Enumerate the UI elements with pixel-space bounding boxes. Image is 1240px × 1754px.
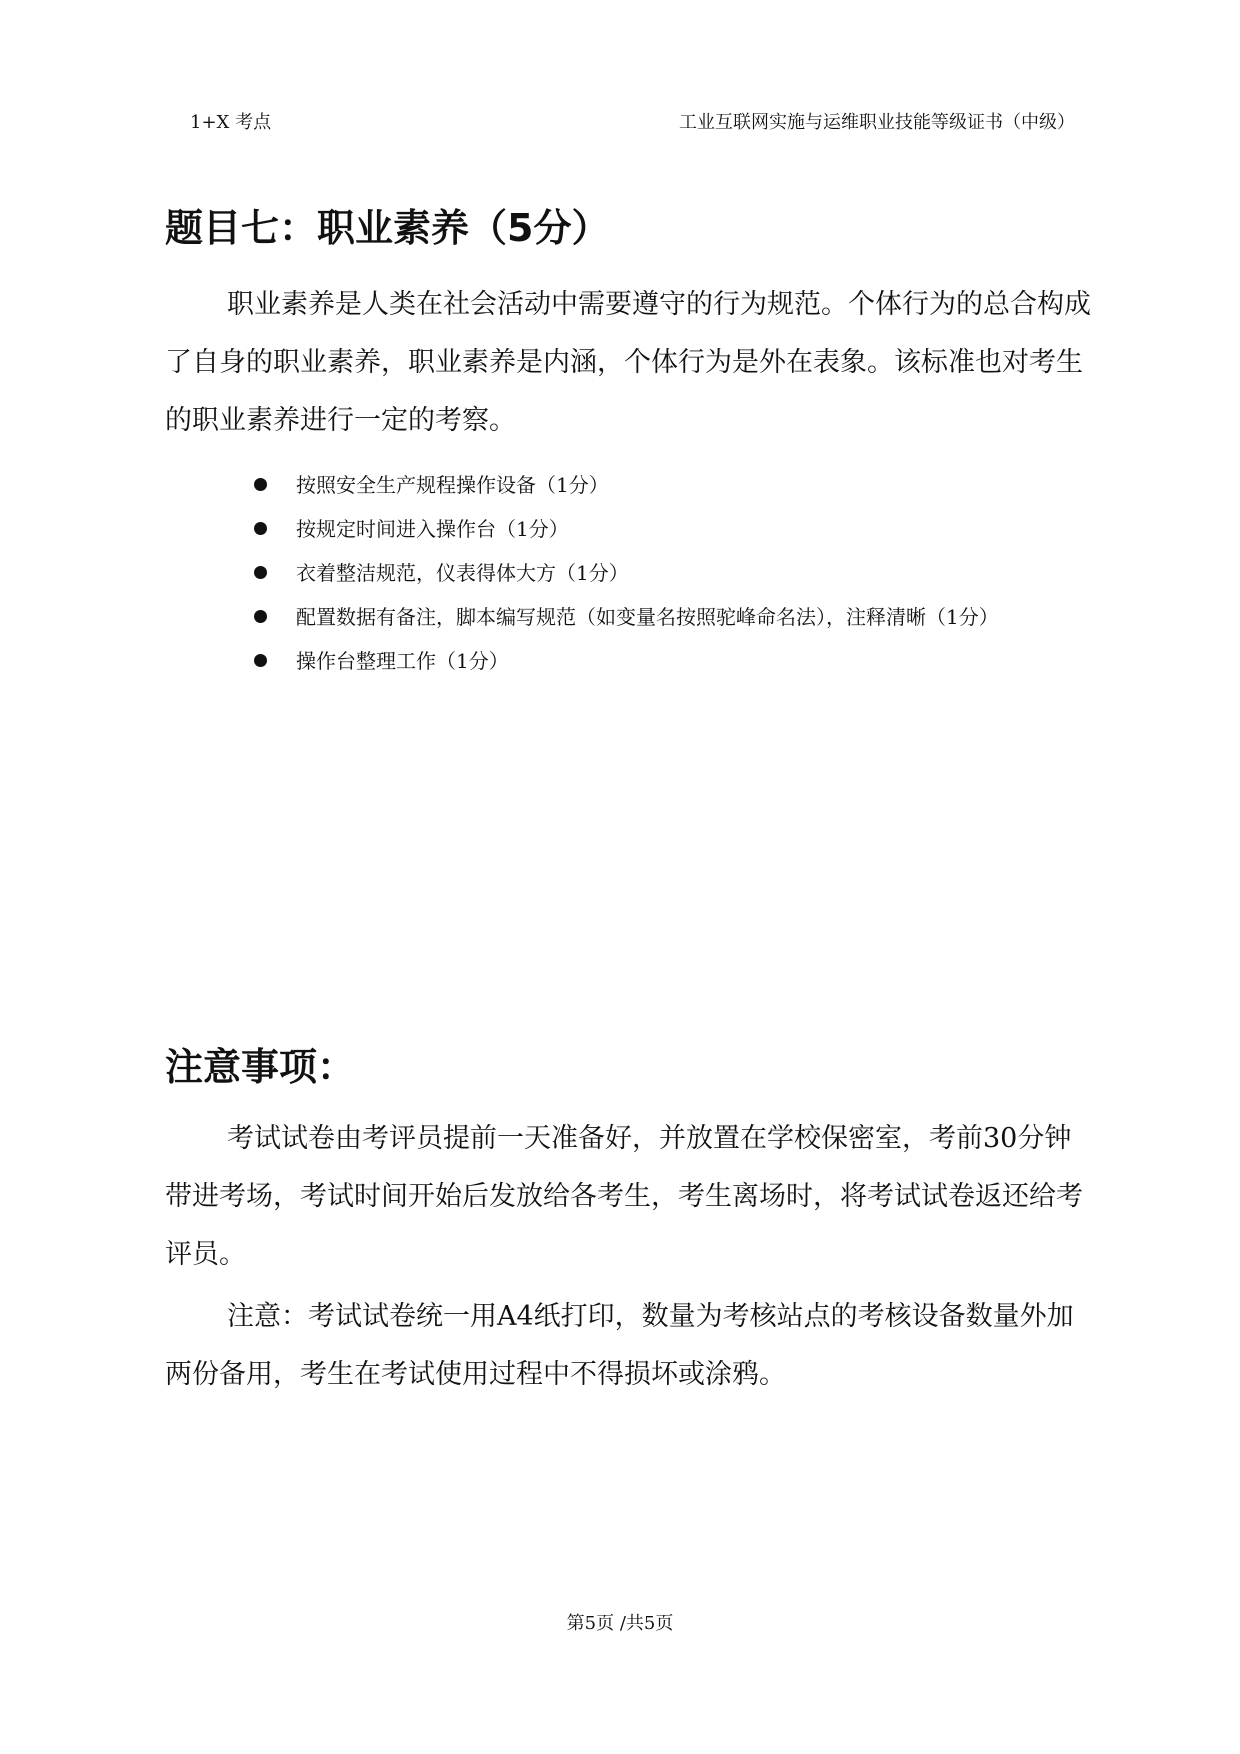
scoring-criteria-list — [250, 463, 999, 683]
list-item-text: 衣着整洁规范，仪表得体大方（1分） — [296, 561, 629, 585]
list-item — [250, 507, 999, 551]
notes-paragraph-2: 注意：考试试卷统一用A4纸打印，数量为考核站点的考核设备数量外加两份备用，考生在考试使用过程中不得损坏或涂鸦。 — [165, 1301, 1074, 1390]
section-7-title: 题目七：职业素养（5分） — [165, 206, 610, 250]
notes-paragraph-1: 考试试卷由考评员提前一天准备好，并放置在学校保密室，考前30分钟带进考场，考试时间开始后发放给各考生，考生离场时，将考试试卷返还给考评员。 — [165, 1123, 1083, 1270]
section-7-paragraph: 职业素养是人类在社会活动中需要遵守的行为规范。个体行为的总合构成了自身的职业素养，职业素养是内涵，个体行为是外在表象。该标准也对考生的职业素养进行一定的考察。 — [165, 289, 1091, 436]
header-exam-site: 1+X 考点 — [190, 112, 272, 133]
bullet-icon — [254, 522, 267, 535]
header-certificate-title: 工业互联网实施与运维职业技能等级证书（中级） — [679, 112, 1075, 133]
list-item — [250, 595, 999, 639]
notes-title: 注意事项： — [165, 1045, 356, 1089]
list-item-text: 操作台整理工作（1分） — [296, 649, 509, 673]
page-number: 第5页 /共5页 — [566, 1613, 674, 1634]
bullet-icon — [254, 610, 267, 623]
bullet-icon — [254, 566, 267, 579]
list-item-text: 按规定时间进入操作台（1分） — [296, 517, 569, 541]
list-item-text: 按照安全生产规程操作设备（1分） — [296, 473, 609, 497]
list-item — [250, 463, 999, 507]
bullet-icon — [254, 654, 267, 667]
list-item — [250, 639, 999, 683]
list-item — [250, 551, 999, 595]
bullet-icon — [254, 478, 267, 491]
list-item-text: 配置数据有备注，脚本编写规范（如变量名按照驼峰命名法），注释清晰（1分） — [296, 605, 999, 629]
